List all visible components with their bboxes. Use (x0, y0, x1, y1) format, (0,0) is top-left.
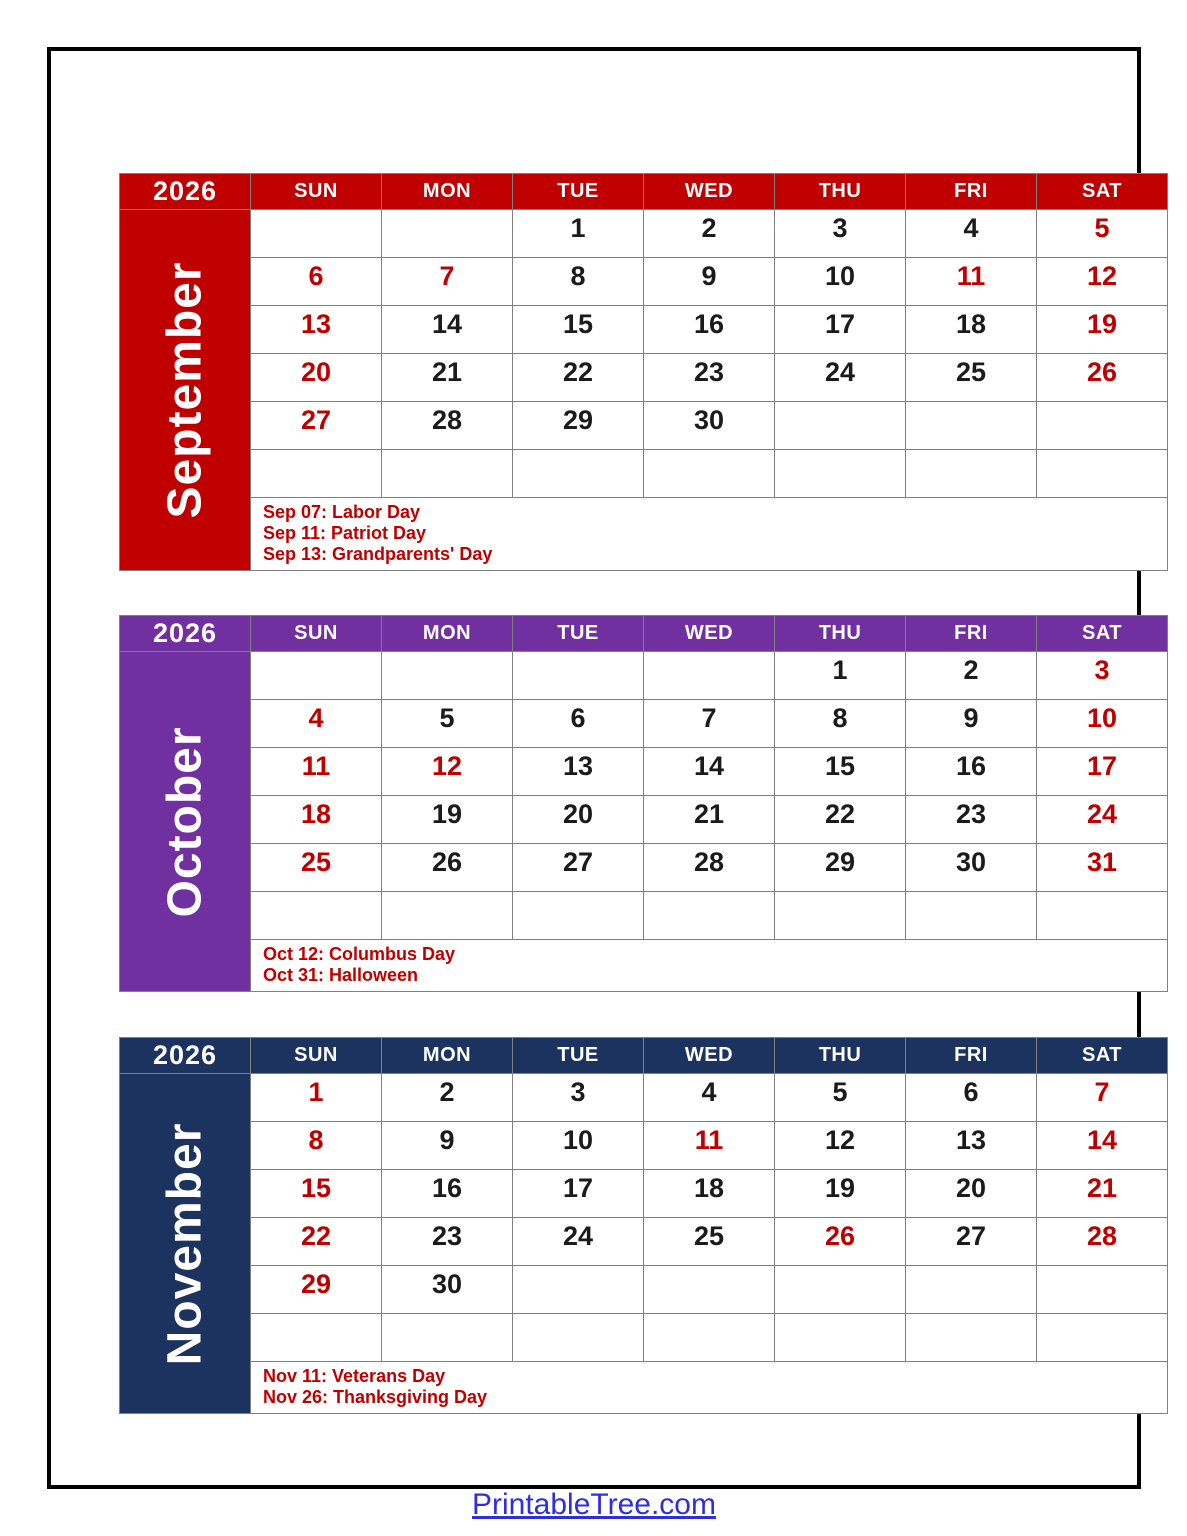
month-bar (120, 652, 251, 992)
date-october-10: 10 (1037, 700, 1168, 748)
empty-cell (775, 1266, 906, 1314)
empty-cell (1037, 1314, 1168, 1362)
date-september-8: 8 (513, 258, 644, 306)
empty-cell (382, 450, 513, 498)
date-november-27: 27 (906, 1218, 1037, 1266)
date-october-23: 23 (906, 796, 1037, 844)
day-header-tue: TUE (513, 1038, 644, 1074)
date-september-18: 18 (906, 306, 1037, 354)
date-september-14: 14 (382, 306, 513, 354)
date-october-5: 5 (382, 700, 513, 748)
date-october-29: 29 (775, 844, 906, 892)
date-october-26: 26 (382, 844, 513, 892)
calendar-september (119, 173, 1168, 571)
date-september-6: 6 (251, 258, 382, 306)
date-november-24: 24 (513, 1218, 644, 1266)
day-header-fri: FRI (906, 1038, 1037, 1074)
date-october-28: 28 (644, 844, 775, 892)
date-september-26: 26 (1037, 354, 1168, 402)
month-label: October (158, 725, 212, 918)
calendar-october (119, 615, 1168, 992)
date-october-13: 13 (513, 748, 644, 796)
date-september-22: 22 (513, 354, 644, 402)
date-november-3: 3 (513, 1074, 644, 1122)
week-row (120, 354, 1168, 402)
holiday-line: Oct 12: Columbus Day (263, 944, 456, 964)
week-row (120, 700, 1168, 748)
holiday-line: Nov 26: Thanksgiving Day (263, 1387, 488, 1407)
date-november-11: 11 (644, 1122, 775, 1170)
date-september-3: 3 (775, 210, 906, 258)
date-october-11: 11 (251, 748, 382, 796)
date-october-1: 1 (775, 652, 906, 700)
date-october-8: 8 (775, 700, 906, 748)
holiday-line: Oct 31: Halloween (263, 965, 419, 985)
date-november-18: 18 (644, 1170, 775, 1218)
date-september-27: 27 (251, 402, 382, 450)
empty-cell (513, 1314, 644, 1362)
month-table (119, 173, 1168, 571)
date-september-24: 24 (775, 354, 906, 402)
date-november-28: 28 (1037, 1218, 1168, 1266)
date-november-4: 4 (644, 1074, 775, 1122)
date-november-29: 29 (251, 1266, 382, 1314)
day-header-fri: FRI (906, 174, 1037, 210)
week-row (120, 1074, 1168, 1122)
holiday-line: Sep 13: Grandparents' Day (263, 544, 493, 564)
empty-cell (775, 450, 906, 498)
date-september-13: 13 (251, 306, 382, 354)
day-header-wed: WED (644, 616, 775, 652)
month-label: November (158, 1122, 212, 1365)
date-october-14: 14 (644, 748, 775, 796)
date-september-17: 17 (775, 306, 906, 354)
date-october-22: 22 (775, 796, 906, 844)
date-october-25: 25 (251, 844, 382, 892)
day-header-sun: SUN (251, 174, 382, 210)
date-september-11: 11 (906, 258, 1037, 306)
date-october-21: 21 (644, 796, 775, 844)
date-november-9: 9 (382, 1122, 513, 1170)
empty-cell (906, 1266, 1037, 1314)
holidays-row (120, 498, 1168, 571)
empty-cell (251, 892, 382, 940)
day-header-sat: SAT (1037, 616, 1168, 652)
week-row (120, 892, 1168, 940)
day-header-mon: MON (382, 616, 513, 652)
week-row (120, 210, 1168, 258)
day-header-sun: SUN (251, 1038, 382, 1074)
date-november-21: 21 (1037, 1170, 1168, 1218)
date-november-20: 20 (906, 1170, 1037, 1218)
date-november-22: 22 (251, 1218, 382, 1266)
date-november-14: 14 (1037, 1122, 1168, 1170)
empty-cell (775, 892, 906, 940)
month-table (119, 1037, 1168, 1414)
week-row (120, 748, 1168, 796)
date-september-12: 12 (1037, 258, 1168, 306)
date-october-30: 30 (906, 844, 1037, 892)
date-october-15: 15 (775, 748, 906, 796)
date-november-15: 15 (251, 1170, 382, 1218)
date-october-2: 2 (906, 652, 1037, 700)
date-november-17: 17 (513, 1170, 644, 1218)
empty-cell (906, 450, 1037, 498)
date-november-10: 10 (513, 1122, 644, 1170)
day-header-tue: TUE (513, 616, 644, 652)
month-label: September (158, 261, 212, 519)
day-header-sat: SAT (1037, 174, 1168, 210)
week-row (120, 796, 1168, 844)
year-label: 2026 (120, 174, 251, 210)
date-october-4: 4 (251, 700, 382, 748)
date-september-1: 1 (513, 210, 644, 258)
month-table (119, 615, 1168, 992)
date-september-30: 30 (644, 402, 775, 450)
day-header-sat: SAT (1037, 1038, 1168, 1074)
date-november-8: 8 (251, 1122, 382, 1170)
date-october-20: 20 (513, 796, 644, 844)
empty-cell (644, 892, 775, 940)
week-row (120, 450, 1168, 498)
date-october-7: 7 (644, 700, 775, 748)
day-header-thu: THU (775, 174, 906, 210)
week-row (120, 844, 1168, 892)
empty-cell (775, 1314, 906, 1362)
empty-cell (251, 652, 382, 700)
week-row (120, 652, 1168, 700)
empty-cell (1037, 402, 1168, 450)
week-row (120, 258, 1168, 306)
empty-cell (644, 450, 775, 498)
year-label: 2026 (120, 616, 251, 652)
date-september-2: 2 (644, 210, 775, 258)
date-september-9: 9 (644, 258, 775, 306)
date-september-15: 15 (513, 306, 644, 354)
date-november-5: 5 (775, 1074, 906, 1122)
date-october-12: 12 (382, 748, 513, 796)
empty-cell (644, 1314, 775, 1362)
day-header-mon: MON (382, 174, 513, 210)
date-october-27: 27 (513, 844, 644, 892)
empty-cell (251, 210, 382, 258)
day-header-thu: THU (775, 616, 906, 652)
empty-cell (1037, 1266, 1168, 1314)
holiday-line: Sep 07: Labor Day (263, 502, 421, 522)
empty-cell (513, 450, 644, 498)
holidays-row (120, 940, 1168, 992)
date-october-17: 17 (1037, 748, 1168, 796)
holiday-line: Nov 11: Veterans Day (263, 1366, 446, 1386)
date-november-2: 2 (382, 1074, 513, 1122)
day-header-fri: FRI (906, 616, 1037, 652)
date-september-23: 23 (644, 354, 775, 402)
empty-cell (906, 1314, 1037, 1362)
day-header-wed: WED (644, 1038, 775, 1074)
date-september-19: 19 (1037, 306, 1168, 354)
year-label: 2026 (120, 1038, 251, 1074)
date-november-6: 6 (906, 1074, 1037, 1122)
empty-cell (513, 652, 644, 700)
date-september-16: 16 (644, 306, 775, 354)
day-header-sun: SUN (251, 616, 382, 652)
date-september-28: 28 (382, 402, 513, 450)
date-november-26: 26 (775, 1218, 906, 1266)
page-frame (47, 47, 1141, 1521)
date-november-7: 7 (1037, 1074, 1168, 1122)
date-november-12: 12 (775, 1122, 906, 1170)
day-header-wed: WED (644, 174, 775, 210)
date-september-20: 20 (251, 354, 382, 402)
date-october-18: 18 (251, 796, 382, 844)
holidays-note (251, 498, 1168, 571)
footer (51, 1488, 1137, 1522)
date-october-16: 16 (906, 748, 1037, 796)
holidays-note (251, 940, 1168, 992)
date-september-4: 4 (906, 210, 1037, 258)
empty-cell (1037, 892, 1168, 940)
calendar-november (119, 1037, 1168, 1414)
footer-link[interactable]: PrintableTree.com (472, 1488, 716, 1521)
date-november-13: 13 (906, 1122, 1037, 1170)
date-november-30: 30 (382, 1266, 513, 1314)
empty-cell (775, 402, 906, 450)
week-row (120, 1122, 1168, 1170)
day-header-thu: THU (775, 1038, 906, 1074)
week-row (120, 1314, 1168, 1362)
date-november-23: 23 (382, 1218, 513, 1266)
empty-cell (382, 1314, 513, 1362)
date-october-9: 9 (906, 700, 1037, 748)
date-october-24: 24 (1037, 796, 1168, 844)
empty-cell (513, 892, 644, 940)
week-row (120, 306, 1168, 354)
empty-cell (1037, 450, 1168, 498)
empty-cell (251, 1314, 382, 1362)
month-bar (120, 1074, 251, 1414)
date-september-21: 21 (382, 354, 513, 402)
week-row (120, 1218, 1168, 1266)
date-september-10: 10 (775, 258, 906, 306)
day-header-mon: MON (382, 1038, 513, 1074)
empty-cell (382, 652, 513, 700)
date-september-7: 7 (382, 258, 513, 306)
date-november-19: 19 (775, 1170, 906, 1218)
date-september-25: 25 (906, 354, 1037, 402)
date-november-16: 16 (382, 1170, 513, 1218)
holidays-note (251, 1362, 1168, 1414)
empty-cell (382, 210, 513, 258)
day-header-tue: TUE (513, 174, 644, 210)
date-october-31: 31 (1037, 844, 1168, 892)
empty-cell (906, 402, 1037, 450)
week-row (120, 1266, 1168, 1314)
date-september-29: 29 (513, 402, 644, 450)
date-october-3: 3 (1037, 652, 1168, 700)
date-october-19: 19 (382, 796, 513, 844)
holidays-row (120, 1362, 1168, 1414)
empty-cell (382, 892, 513, 940)
empty-cell (644, 652, 775, 700)
empty-cell (513, 1266, 644, 1314)
week-row (120, 1170, 1168, 1218)
empty-cell (251, 450, 382, 498)
date-november-25: 25 (644, 1218, 775, 1266)
empty-cell (644, 1266, 775, 1314)
holiday-line: Sep 11: Patriot Day (263, 523, 427, 543)
date-october-6: 6 (513, 700, 644, 748)
date-september-5: 5 (1037, 210, 1168, 258)
month-bar (120, 210, 251, 571)
empty-cell (906, 892, 1037, 940)
date-november-1: 1 (251, 1074, 382, 1122)
week-row (120, 402, 1168, 450)
